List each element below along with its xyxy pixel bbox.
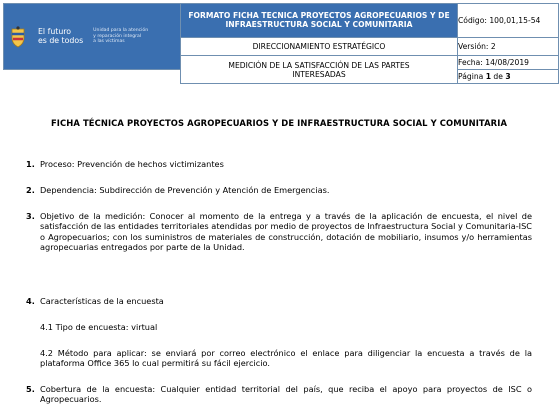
item-text: Cobertura de la encuesta: Cualquier entidad territorial del país, que reciba el apoyo para proyectos de ISC o Agropecuarios.: [40, 384, 532, 405]
list-item-5: [26, 384, 532, 405]
list-item-3: [26, 211, 532, 253]
document-version: Versión: 2: [458, 38, 559, 56]
sub-item-4-1: 4.1 Tipo de encuesta: virtual: [40, 322, 158, 332]
item-number: 2.: [26, 185, 35, 195]
item-text: Dependencia: Subdirección de Prevención y Atención de Emergencias.: [40, 185, 330, 195]
logo-sub-text: Unidad para la atención y reparación integral a las víctimas: [93, 28, 149, 45]
document-header: [3, 3, 559, 84]
item-number: 4.: [26, 296, 35, 306]
item-text: Objetivo de la medición: Conocer al momento de la entrega y a través de la aplicación de encuesta, el nivel de satisfacción de las entidades territoriales atendidas por medio de proyectos de Infraestructura Social y Comunitaria-ISC o Agropecuarios; con los suministros de materiales de construcción, dotación de mobiliario, insumos y/o herramientas agropecuarias entregados por parte de la Unidad.: [40, 211, 532, 253]
document-date: Fecha: 14/08/2019: [458, 56, 559, 70]
page-indicator: Página 1 de 3: [458, 70, 559, 84]
list-item-4: [26, 296, 532, 306]
item-number: 3.: [26, 211, 35, 221]
document-title: FORMATO FICHA TECNICA PROYECTOS AGROPECUARIOS Y DE INFRAESTRUCTURA SOCIAL Y COMUNITARIA: [181, 4, 458, 38]
logo-cell: [4, 4, 181, 70]
item-text: Proceso: Prevención de hechos victimizantes: [40, 159, 224, 169]
sub-item-4-2: 4.2 Método para aplicar: se enviará por correo electrónico el enlace para diligenciar la encuesta a través de la plataforma Office 365 lo cual permitirá su fácil ejercicio.: [40, 348, 532, 369]
logo-main-text: El futuro es de todos: [38, 26, 84, 45]
document-area: DIRECCIONAMIENTO ESTRATÉGICO: [181, 38, 458, 56]
item-text: Características de la encuesta: [40, 296, 164, 306]
document-subject: MEDICIÓN DE LA SATISFACCIÓN DE LAS PARTES INTERESADAS: [181, 56, 458, 84]
item-number: 1.: [26, 159, 35, 169]
list-item-1: [26, 159, 532, 169]
item-number: 5.: [26, 384, 35, 394]
list-item-2: [26, 185, 532, 195]
main-title: FICHA TÉCNICA PROYECTOS AGROPECUARIOS Y DE INFRAESTRUCTURA SOCIAL Y COMUNITARIA: [50, 118, 508, 128]
coat-of-arms-icon: [10, 26, 26, 48]
document-code: Código: 100,01,15-54: [458, 4, 559, 38]
